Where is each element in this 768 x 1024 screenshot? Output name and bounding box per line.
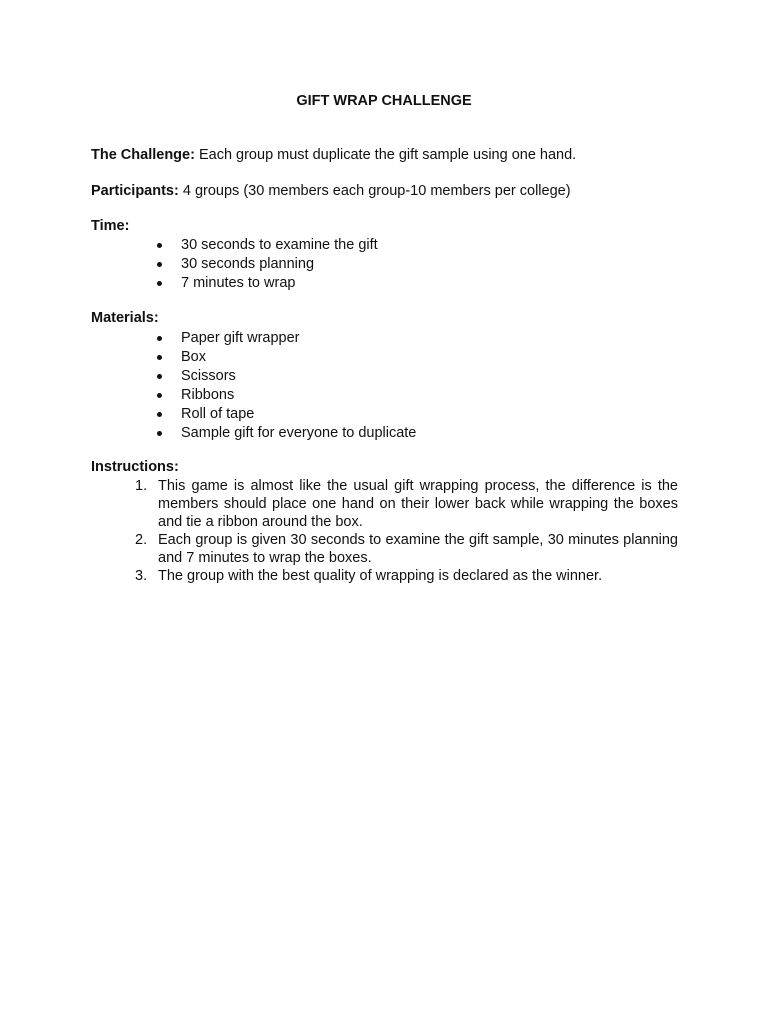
participants-line [91, 183, 571, 199]
bullet-icon [157, 374, 162, 379]
bullet-icon [157, 336, 162, 341]
challenge-label: The Challenge: [91, 147, 195, 163]
bullet-icon [157, 412, 162, 417]
bullet-icon [157, 243, 162, 248]
bullet-icon [157, 281, 162, 286]
list-item: 1. This game is almost like the usual gift wrapping process, the difference is the members should place one hand on their lower back while wrapping the boxes and tie a ribbon around the box. [135, 478, 678, 530]
list-item: 30 seconds to examine the gift [155, 236, 378, 255]
list-item: 7 minutes to wrap [155, 274, 378, 293]
challenge-line [91, 147, 576, 163]
list-item: Ribbons [155, 386, 416, 405]
list-item: Paper gift wrapper [155, 329, 416, 348]
list-item: 2. Each group is given 30 seconds to examine the gift sample, 30 minutes planning and 7 minutes to wrap the boxes. [135, 532, 678, 566]
list-item: Sample gift for everyone to duplicate [155, 424, 416, 443]
instructions-list [132, 477, 678, 585]
materials-list [155, 329, 416, 443]
materials-label: Materials: [91, 310, 159, 326]
bullet-icon [157, 355, 162, 360]
challenge-text: Each group must duplicate the gift sample using one hand. [194, 147, 577, 163]
instructions-label: Instructions: [91, 459, 179, 475]
bullet-icon [157, 393, 162, 398]
time-label: Time: [91, 218, 130, 234]
list-item: Scissors [155, 367, 416, 386]
bullet-icon [157, 431, 162, 436]
participants-text: 4 groups (30 members each group-10 members per college) [178, 183, 571, 199]
document-title: GIFT WRAP CHALLENGE [296, 93, 472, 109]
list-item: Box [155, 348, 416, 367]
list-item: 30 seconds planning [155, 255, 378, 274]
list-item: 3. The group with the best quality of wrapping is declared as the winner. [135, 568, 603, 584]
bullet-icon [157, 262, 162, 267]
time-list [155, 236, 378, 293]
list-item: Roll of tape [155, 405, 416, 424]
participants-label: Participants: [91, 183, 179, 199]
